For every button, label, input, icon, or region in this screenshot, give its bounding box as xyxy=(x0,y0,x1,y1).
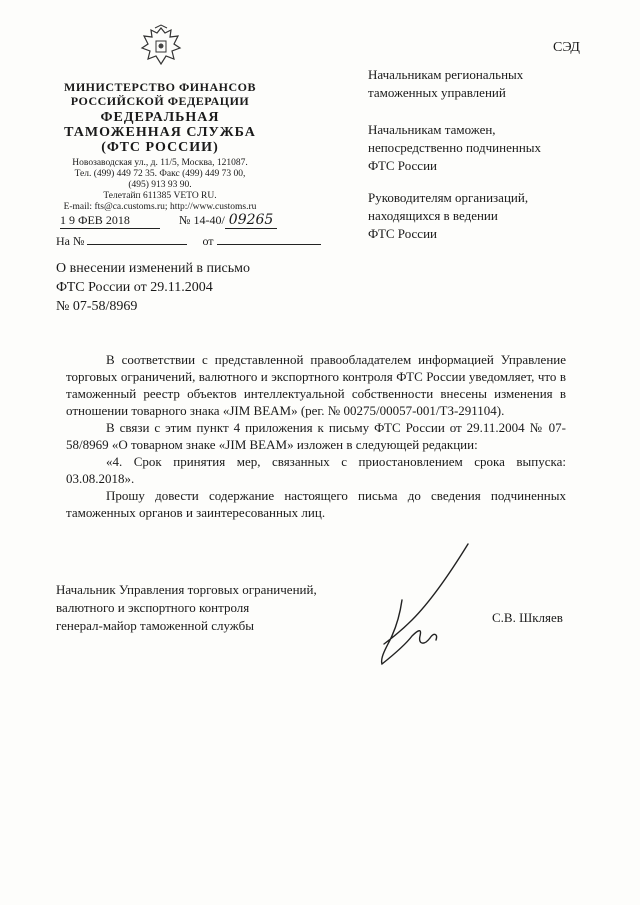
letter-subject xyxy=(56,259,250,316)
reference-date-label: от xyxy=(202,234,214,248)
body-paragraph-3: «4. Срок принятия мер, связанных с приостановлением срока выпуска: 03.08.2018». xyxy=(66,454,566,486)
addressee-3-line-2: находящихся в ведении xyxy=(368,208,498,223)
handwritten-signature xyxy=(372,540,482,670)
addressee-1-line-2: таможенных управлений xyxy=(368,85,506,100)
signatory-title-line-3: генерал-майор таможенной службы xyxy=(56,618,254,633)
letter-body xyxy=(66,351,566,521)
contact-teletype: Телетайп 611385 VETO RU. xyxy=(103,191,217,201)
addressee-1 xyxy=(368,66,523,102)
registration-number xyxy=(179,212,277,228)
body-paragraph-4: Прошу довести содержание настоящего письма до сведения подчиненных таможенных органов и заинтересованных лиц. xyxy=(66,488,566,520)
service-name xyxy=(40,110,280,155)
registration-number-handwritten: 09265 xyxy=(225,212,278,229)
contact-block xyxy=(40,158,280,213)
addressee-3-line-1: Руководителям организаций, xyxy=(368,190,529,205)
registration-date: 1 9 ФЕВ 2018 xyxy=(60,213,160,229)
addressee-2-line-2: непосредственно подчиненных xyxy=(368,140,542,155)
addressee-3-line-3: ФТС России xyxy=(368,226,437,241)
reference-date-blank xyxy=(217,234,321,245)
registration-number-prefix: № 14-40/ xyxy=(179,213,225,227)
contact-phone-2: (495) 913 93 90. xyxy=(128,180,192,190)
body-paragraph-1: В соответствии с представленной правообладателем информацией Управление торговых ограничений, валютного и экспортного контроля ФТС России уведомляет, что в таможенный реестр объектов интеллектуальной собственности внесены изменения в отношении товарного знака «JIM BEAM» (рег. № 00275/00057-001/ТЗ-291104). xyxy=(66,352,566,418)
subject-line-2: ФТС России от 29.11.2004 xyxy=(56,280,213,295)
coat-of-arms-icon xyxy=(138,24,184,70)
ministry-name xyxy=(40,80,280,108)
ministry-line-2: РОССИЙСКОЙ ФЕДЕРАЦИИ xyxy=(70,94,250,108)
addressee-2 xyxy=(368,121,541,175)
document-marker: СЭД xyxy=(553,40,580,55)
addressee-2-line-3: ФТС России xyxy=(368,158,437,173)
signatory-title-line-2: валютного и экспортного контроля xyxy=(56,600,250,615)
registration-row xyxy=(60,212,277,229)
contact-phone: Тел. (499) 449 72 35. Факс (499) 449 73 00, xyxy=(74,169,246,179)
subject-line-3: № 07-58/8969 xyxy=(56,299,138,314)
signatory-title xyxy=(56,581,317,635)
ministry-line-1: МИНИСТЕРСТВО ФИНАНСОВ xyxy=(64,80,256,94)
addressee-3 xyxy=(368,189,528,243)
reference-number-label: На № xyxy=(56,234,85,248)
signatory-name: С.В. Шкляев xyxy=(492,610,563,625)
addressee-1-line-1: Начальникам региональных xyxy=(368,67,524,82)
contact-email: E-mail: fts@ca.customs.ru; http://www.customs.ru xyxy=(63,202,257,212)
addressee-2-line-1: Начальникам таможен, xyxy=(368,122,496,137)
contact-address: Новозаводская ул., д. 11/5, Москва, 121087. xyxy=(72,158,248,168)
reference-number-blank xyxy=(87,234,187,245)
subject-line-1: О внесении изменений в письмо xyxy=(56,261,250,276)
service-line-3: (ФТС РОССИИ) xyxy=(101,140,219,155)
body-paragraph-2: В связи с этим пункт 4 приложения к письму ФТС России от 29.11.2004 № 07-58/8969 «О товарном знаке «JIM BEAM» изложен в следующей редакции: xyxy=(66,420,566,452)
service-line-1: ФЕДЕРАЛЬНАЯ xyxy=(100,110,220,125)
service-line-2: ТАМОЖЕННАЯ СЛУЖБА xyxy=(64,125,256,140)
reference-row xyxy=(56,234,321,249)
signatory-title-line-1: Начальник Управления торговых ограничений, xyxy=(56,582,317,597)
